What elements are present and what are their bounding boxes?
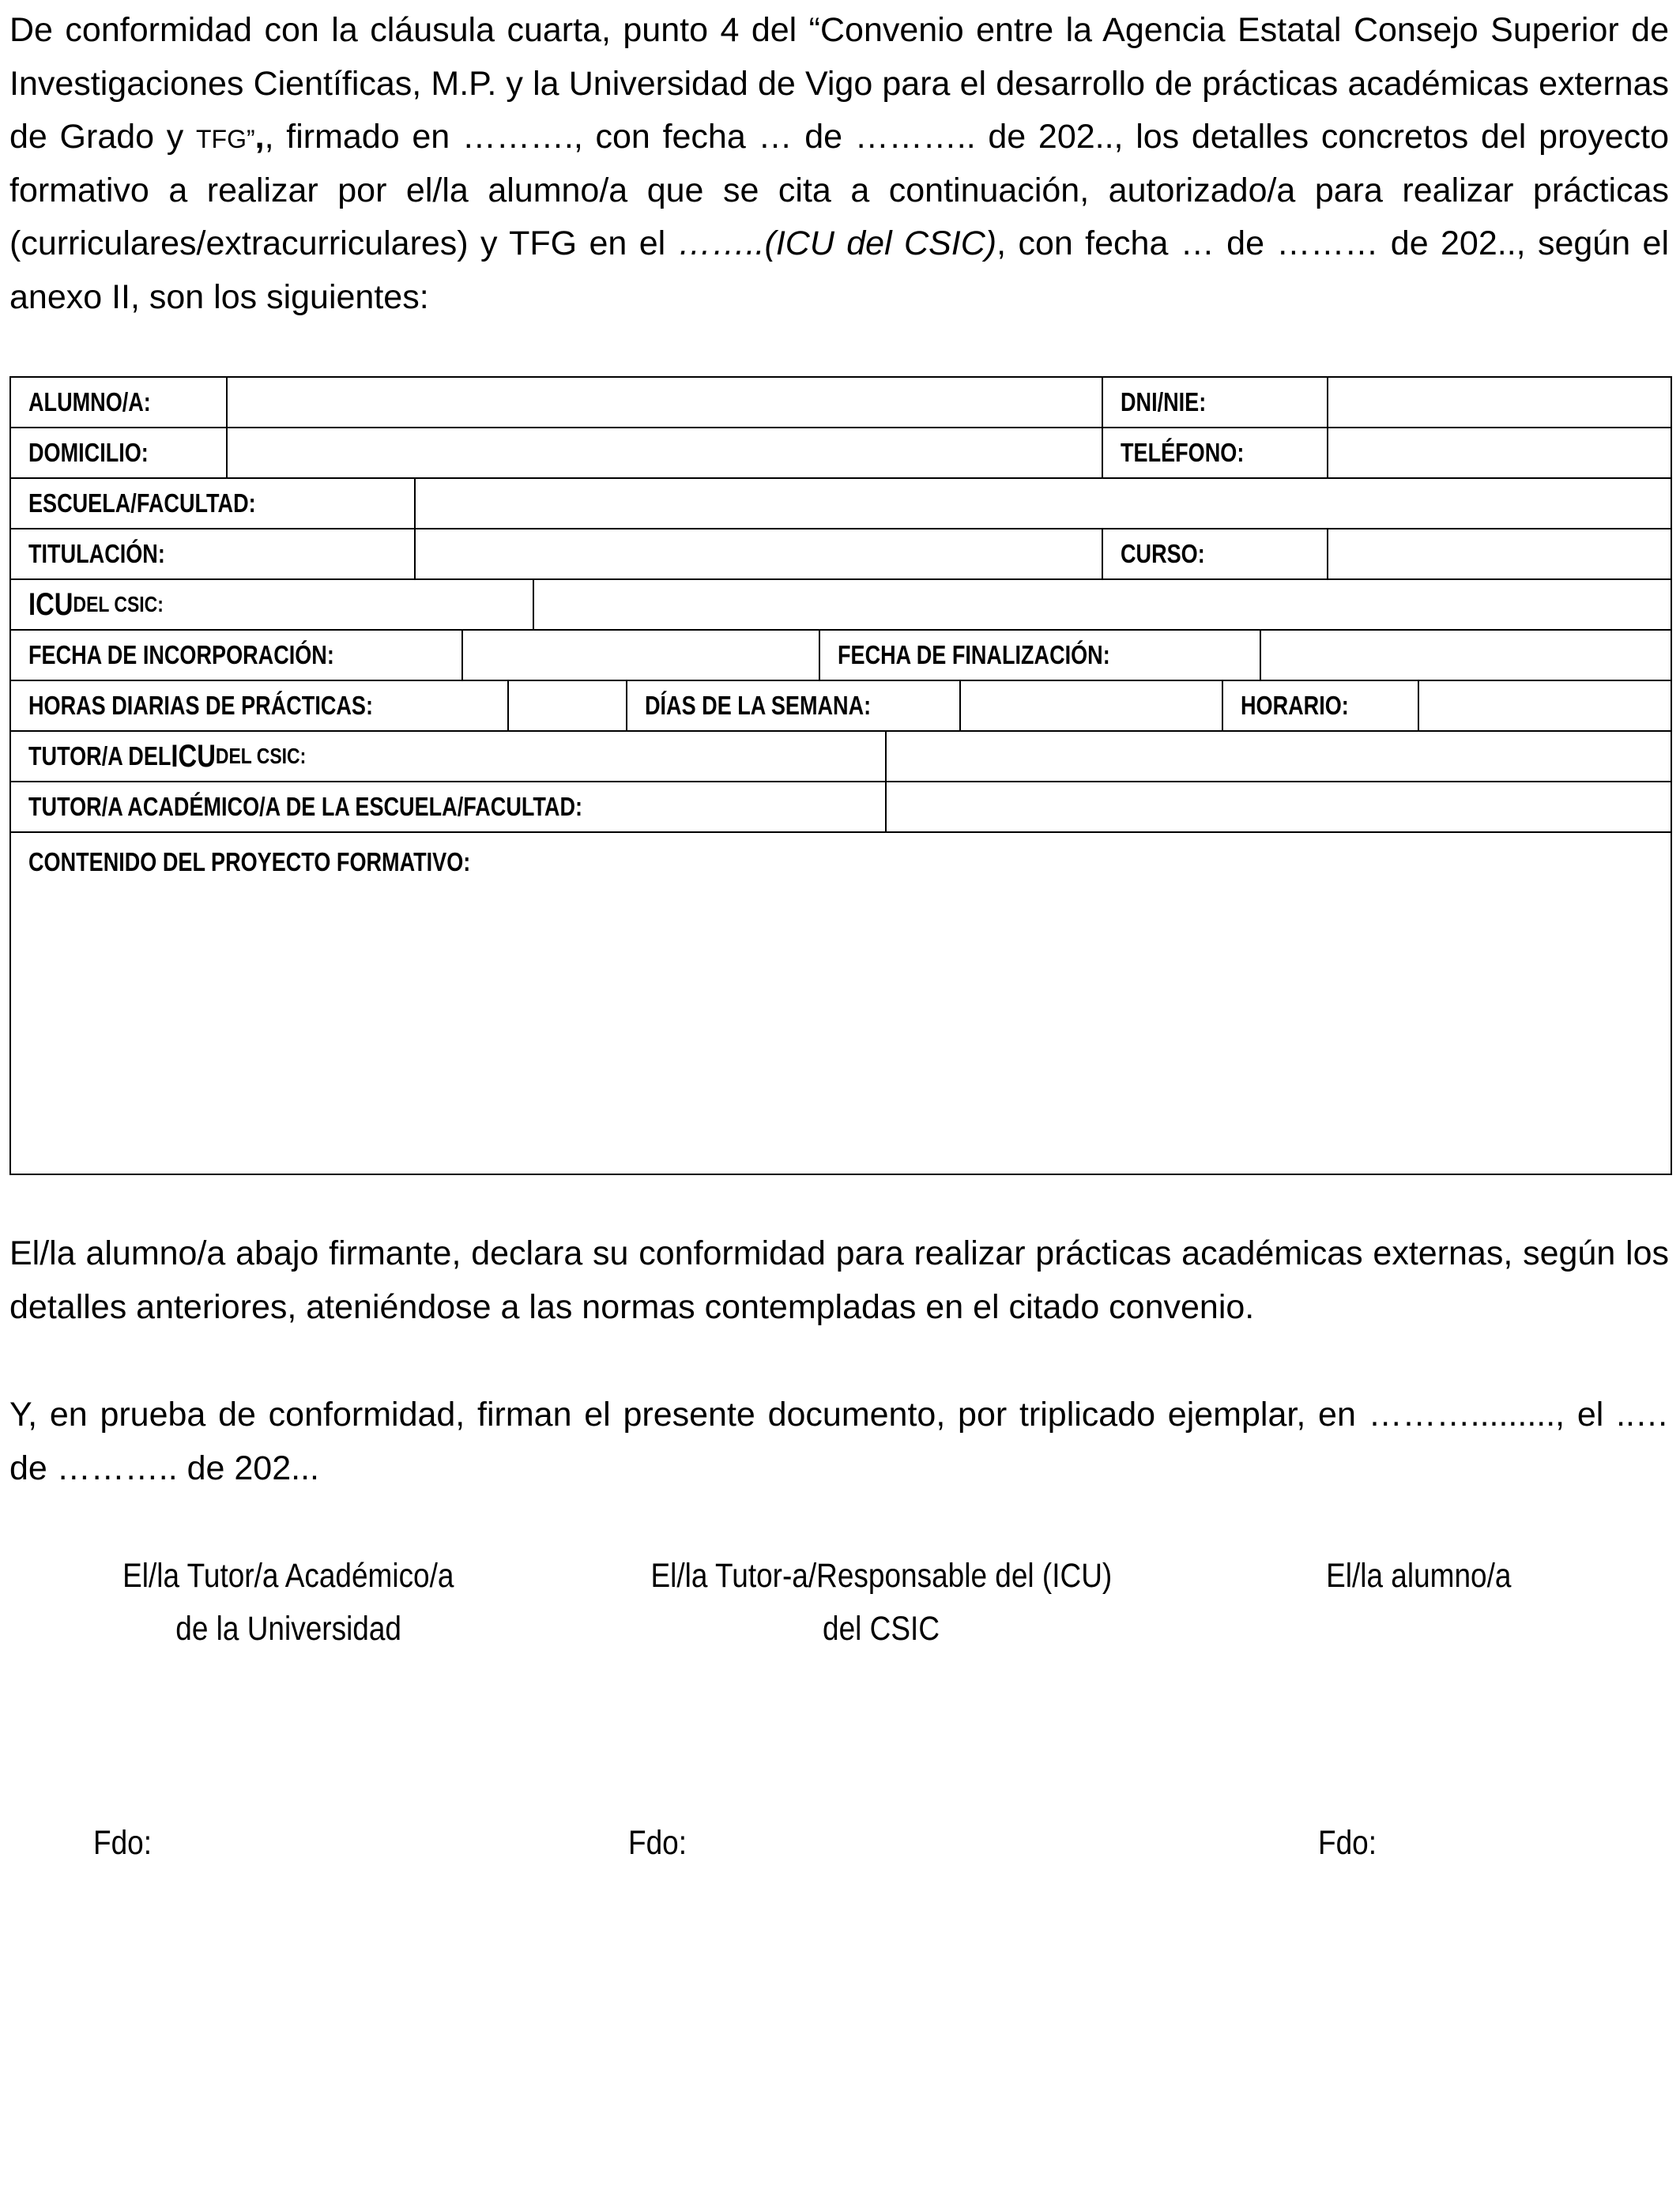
horario-label: HORARIO: <box>1241 691 1349 720</box>
intro-line <box>9 217 1669 271</box>
fecha-finalizacion-label: FECHA DE FINALIZACIÓN: <box>838 640 1110 669</box>
dni-label: DNI/NIE: <box>1121 387 1207 416</box>
proof-line <box>9 1442 1669 1496</box>
fdo-student <box>1318 1824 1386 1863</box>
declaration-text: detalles anteriores, ateniéndose a las normas contempladas en el citado convenio. <box>9 1287 1255 1326</box>
signature-title-text: El/la alumno/a <box>1325 1557 1512 1595</box>
domicilio-label: DOMICILIO: <box>28 438 149 467</box>
horario-field[interactable] <box>1419 681 1671 730</box>
intro-text: , firmado en ………., con fecha … de ……….. de 202.., los detalles concretos del proyecto <box>264 118 1669 156</box>
escuela-label: ESCUELA/FACULTAD: <box>28 488 256 518</box>
signature-title-text: de la Universidad <box>175 1610 401 1648</box>
signature-block-student <box>1280 1550 1557 1603</box>
tutor-icu-label-text: DEL CSIC: <box>215 744 307 768</box>
telefono-field[interactable] <box>1328 428 1671 477</box>
declaration-line <box>9 1281 1669 1335</box>
contenido-label: CONTENIDO DEL PROYECTO FORMATIVO: <box>28 847 471 876</box>
signature-block-icu <box>601 1550 1162 1656</box>
intro-text: TFG” <box>196 125 255 153</box>
fdo-text: Fdo: <box>93 1824 153 1862</box>
signature-title <box>1280 1550 1557 1603</box>
label-cell <box>11 782 887 831</box>
intro-text: De conformidad con la cláusula cuarta, punto 4 del “Convenio entre la Agencia Estatal Consejo Superior de <box>9 11 1669 49</box>
form-row-icu <box>11 580 1671 631</box>
fdo-academic <box>93 1824 161 1863</box>
tutor-academico-field[interactable] <box>887 782 1671 831</box>
form-row-titulacion <box>11 529 1671 580</box>
project-form-table <box>9 376 1672 1175</box>
icu-label-text: DEL CSIC: <box>73 592 164 616</box>
form-row-tutor-icu <box>11 732 1671 782</box>
declaration-line <box>9 1227 1669 1281</box>
form-row-tutor-academico <box>11 782 1671 833</box>
fecha-finalizacion-field[interactable] <box>1261 631 1671 680</box>
alumno-field[interactable] <box>228 378 1103 427</box>
icu-field[interactable] <box>534 580 1671 629</box>
tutor-icu-label-text: ICU <box>171 738 216 774</box>
label-cell <box>11 378 228 427</box>
form-row-domicilio <box>11 428 1671 479</box>
signature-title <box>601 1603 1162 1656</box>
form-row-fechas <box>11 631 1671 681</box>
intro-text: ……..(ICU del CSIC) <box>677 224 997 262</box>
signature-block-academic <box>79 1550 498 1656</box>
declaration-text: El/la alumno/a abajo firmante, declara su conformidad para realizar prácticas académicas externas, según los <box>9 1234 1669 1272</box>
intro-line <box>9 271 1669 325</box>
tutor-icu-field[interactable] <box>887 732 1671 781</box>
label-cell <box>11 580 534 629</box>
fdo-icu <box>628 1824 696 1863</box>
declaration-paragraph <box>9 1227 1669 1334</box>
domicilio-field[interactable] <box>228 428 1103 477</box>
proof-text: de ……….. de 202... <box>9 1449 319 1487</box>
label-cell <box>1103 529 1328 578</box>
intro-line <box>9 4 1669 58</box>
fdo-text: Fdo: <box>1318 1824 1377 1862</box>
intro-paragraph <box>9 4 1669 324</box>
curso-field[interactable] <box>1328 529 1671 578</box>
label-cell <box>11 681 509 730</box>
alumno-label: ALUMNO/A: <box>28 387 151 416</box>
intro-text: anexo II, son los siguientes: <box>9 277 429 316</box>
tutor-icu-label-text: TUTOR/A DEL <box>28 741 171 771</box>
label-cell <box>820 631 1261 680</box>
contenido-field[interactable] <box>11 833 1671 1174</box>
intro-line <box>9 164 1669 218</box>
signature-title <box>79 1550 498 1603</box>
signature-title <box>79 1603 498 1656</box>
label-cell <box>1103 378 1328 427</box>
tutor-icu-label <box>28 732 306 781</box>
telefono-label: TELÉFONO: <box>1121 438 1245 467</box>
icu-label <box>28 580 164 629</box>
signature-title-text: El/la Tutor/a Académico/a <box>122 1557 454 1595</box>
intro-line <box>9 111 1669 164</box>
titulacion-label: TITULACIÓN: <box>28 539 165 568</box>
curso-label: CURSO: <box>1121 539 1205 568</box>
proof-paragraph <box>9 1389 1669 1495</box>
proof-line <box>9 1389 1669 1442</box>
signature-title-text: del CSIC <box>822 1610 940 1648</box>
form-row-horas <box>11 681 1671 732</box>
signature-title <box>601 1550 1162 1603</box>
form-row-alumno <box>11 378 1671 428</box>
intro-text: Investigaciones Científicas, M.P. y la Universidad de Vigo para el desarrollo de prácticas académicas externas <box>9 64 1669 103</box>
dias-label: DÍAS DE LA SEMANA: <box>645 691 872 720</box>
label-cell <box>1103 428 1328 477</box>
label-cell <box>11 479 416 528</box>
titulacion-field[interactable] <box>416 529 1103 578</box>
intro-text: , con fecha … de ……… de 202.., según el <box>996 224 1669 262</box>
tutor-academico-label: TUTOR/A ACADÉMICO/A DE LA ESCUELA/FACULTAD: <box>28 792 583 821</box>
fecha-incorporacion-field[interactable] <box>463 631 820 680</box>
horas-field[interactable] <box>509 681 627 730</box>
proof-text: Y, en prueba de conformidad, firman el presente documento, por triplicado ejemplar, en ………........., el ..… <box>9 1396 1669 1434</box>
label-cell <box>1223 681 1419 730</box>
form-row-escuela <box>11 479 1671 529</box>
intro-text: , <box>254 118 265 156</box>
fecha-incorporacion-label: FECHA DE INCORPORACIÓN: <box>28 640 334 669</box>
label-cell <box>627 681 961 730</box>
label-cell <box>11 631 463 680</box>
horas-label: HORAS DIARIAS DE PRÁCTICAS: <box>28 691 373 720</box>
intro-text: formativo a realizar por el/la alumno/a que se cita a continuación, autorizado/a para realizar prácticas <box>9 171 1669 209</box>
intro-line <box>9 58 1669 111</box>
icu-label-text: ICU <box>28 586 73 622</box>
label-cell <box>11 529 416 578</box>
dias-field[interactable] <box>961 681 1223 730</box>
fdo-text: Fdo: <box>628 1824 687 1862</box>
dni-field[interactable] <box>1328 378 1671 427</box>
intro-text: de Grado y <box>9 118 196 156</box>
escuela-field[interactable] <box>416 479 1671 528</box>
signature-title-text: El/la Tutor-a/Responsable del (ICU) <box>650 1557 1112 1595</box>
label-cell <box>11 428 228 477</box>
intro-text: (curriculares/extracurriculares) y TFG en el <box>9 224 678 262</box>
label-cell <box>11 732 887 781</box>
